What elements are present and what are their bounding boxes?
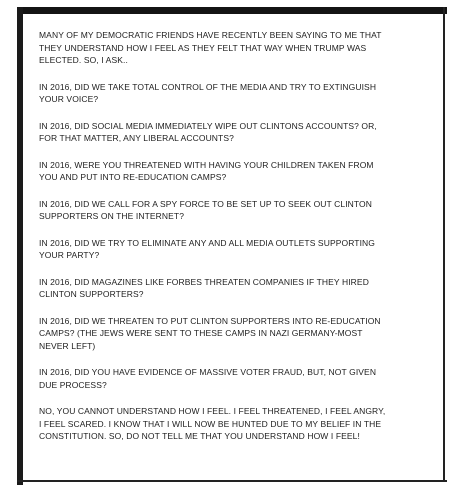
document-text	[39, 29, 437, 443]
paragraph-conclusion: NO, YOU CANNOT UNDERSTAND HOW I FEEL. I FEEL THREATENED, I FEEL ANGRY, I FEEL SCARED. I KNOW THAT I WILL NOW BE HUNTED DUE TO MY BELIEF IN THE CONSTITUTION. SO, DO NOT TELL ME THAT YOU UNDERSTAND HOW I FEEL!	[39, 406, 386, 441]
paragraph-media-outlets: IN 2016, DID WE TRY TO ELIMINATE ANY AND ALL MEDIA OUTLETS SUPPORTING YOUR PARTY?	[39, 237, 375, 260]
paragraph-children: IN 2016, WERE YOU THREATENED WITH HAVING YOUR CHILDREN TAKEN FROM YOU AND PUT INTO RE-EDUCATION CAMPS?	[39, 159, 374, 182]
paragraph-voter-fraud: IN 2016, DID YOU HAVE EVIDENCE OF MASSIVE VOTER FRAUD, BUT, NOT GIVEN DUE PROCESS?	[39, 367, 377, 390]
document-page	[23, 14, 443, 480]
border-right	[443, 7, 445, 482]
paragraph-spy-force: IN 2016, DID WE CALL FOR A SPY FORCE TO BE SET UP TO SEEK OUT CLINTON SUPPORTERS ON THE INTERNET?	[39, 198, 372, 221]
paragraph-media-control: IN 2016, DID WE TAKE TOTAL CONTROL OF THE MEDIA AND TRY TO EXTINGUISH YOUR VOICE?	[39, 81, 377, 104]
paragraph-camps: IN 2016, DID WE THREATEN TO PUT CLINTON SUPPORTERS INTO RE-EDUCATION CAMPS? (THE JEWS WERE SENT TO THESE CAMPS IN NAZI GERMANY-MOST NEVER LEFT)	[39, 315, 381, 351]
border-bottom	[17, 480, 447, 482]
paragraph-intro: MANY OF MY DEMOCRATIC FRIENDS HAVE RECENTLY BEEN SAYING TO ME THAT THEY UNDERSTAND HOW I FEEL AS THEY FELT THAT WAY WHEN TRUMP WAS ELECTED. SO, I ASK..	[39, 30, 382, 65]
paragraph-social-media: IN 2016, DID SOCIAL MEDIA IMMEDIATELY WIPE OUT CLINTONS ACCOUNTS? OR, FOR THAT MATTER, ANY LIBERAL ACCOUNTS?	[39, 120, 377, 143]
paragraph-forbes: IN 2016, DID MAGAZINES LIKE FORBES THREATEN COMPANIES IF THEY HIRED CLINTON SUPPORTERS?	[39, 276, 369, 299]
border-top	[17, 7, 447, 14]
